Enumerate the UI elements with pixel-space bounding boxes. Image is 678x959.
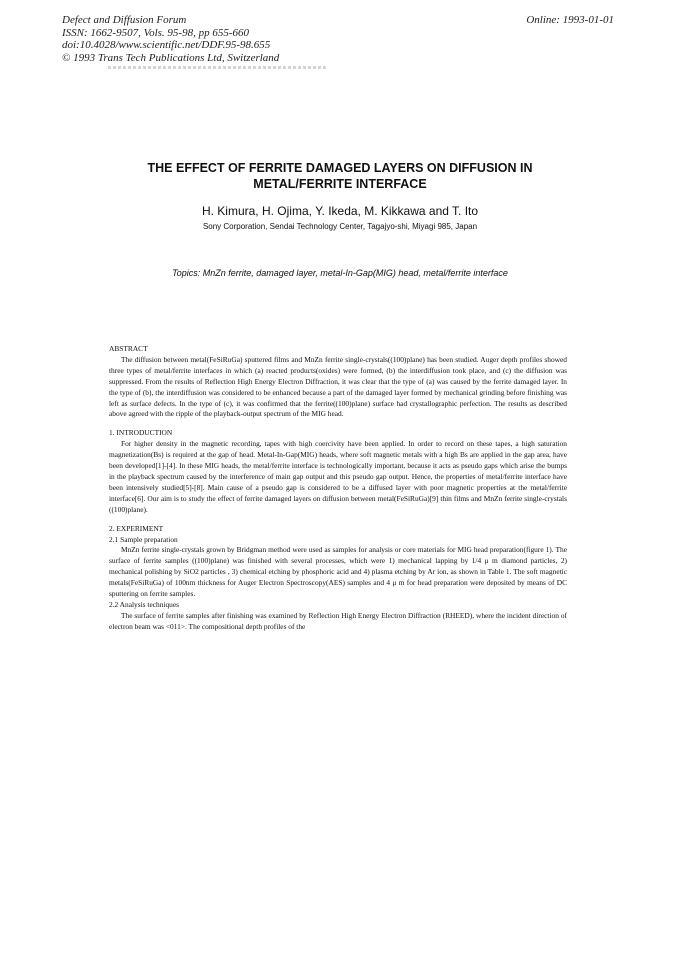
doi-line: doi:10.4028/www.scientific.net/DDF.95-98.655: [62, 39, 271, 51]
introduction-text: For higher density in the magnetic recording, tapes with high coercivity have been applied. In order to record on these tapes, a high saturation magnetization(Bs) is required at the gap of head. Metal-In-Gap(MIG) heads, where soft magnetic metals with a high Bs are applied in the gap area, have been developed[1]-[4]. In these MIG heads, the metal/ferrite interface is technologically important, because it acts as pseudo gaps which arise the bumps in the playback spectrum caused by the interference of main gap output and this pseudo gap output. Hence, the properties of metal/ferrite interface have been intensively studied[5]-[8]. Main cause of a pseudo gap is considered to be a diffused layer with poor magnetic properties at the metal/ferrite interface[6]. Our aim is to study the effect of ferrite damaged layers on diffusion between metal(FeSiRuGa)[9] thin films and MnZn ferrite single-crystals ((100)plane).: [109, 439, 567, 514]
journal-header: [62, 14, 279, 64]
abstract-heading: ABSTRACT: [109, 344, 148, 353]
sample-preparation-heading: 2.1 Sample preparation: [109, 534, 178, 544]
abstract-text: The diffusion between metal(FeSiRuGa) sputtered films and MnZn ferrite single-crystals((100)plane) has been studied. Auger depth profiles showed three types of metal/ferrite interfaces in which (a) reacted products(oxides) were formed, (b) the interdiffusion took place, and (c) the diffusion was suppressed. From the results of Reflection High Energy Electron Diffraction, it was clear that the type of (a) was caused by the ferrite damaged layer. In the type of (b), the interdiffusion was considered to be enhanced because a part of the damaged layer formed by mechanical grinding before finishing was left as surface defects. In the type of (c), it was confirmed that the ferrite((100)plane) surface had crystallographic perfection. The results as described above agreed with the ripple of the playback-output spectrum of the MIG head.: [109, 354, 567, 419]
topics-line: Topics: MnZn ferrite, damaged layer, metal-In-Gap(MIG) head, metal/ferrite interface: [172, 268, 508, 278]
issn-line: ISSN: 1662-9507, Vols. 95-98, pp 655-660: [62, 26, 249, 39]
paper-title: [90, 160, 590, 192]
copyright-line: © 1993 Trans Tech Publications Ltd, Switzerland: [62, 51, 280, 64]
title-line-2: METAL/FERRITE INTERFACE: [253, 177, 427, 191]
journal-name: Defect and Diffusion Forum: [62, 14, 187, 26]
sample-preparation-text: MnZn ferrite single-crystals grown by Bridgman method were used as samples for analysis or core materials for MIG head preparation(figure 1). The surface of ferrite samples ((100)plane) was finished with several processes, which were 1) mechanical lapping by 1/4 μ m diamond particles, 2) mechanical polishing by SiO2 particles , 3) chemical etching by phosphoric acid and 4) plasma etching by Ar ion, as shown in Table 1. The soft magnetic metals(FeSiRuGa) of 100nm thickness for Auger Electron Spectroscopy(AES) samples and 4 μ m for head preparation were deposited by means of DC sputtering on ferrite samples.: [109, 545, 567, 599]
paper-body: [109, 344, 567, 633]
analysis-techniques-heading: 2.2 Analysis techniques: [109, 599, 179, 609]
introduction-heading: 1. INTRODUCTION: [109, 428, 173, 438]
scan-artifact: [108, 66, 328, 69]
author-list: H. Kimura, H. Ojima, Y. Ikeda, M. Kikkawa and T. Ito: [201, 204, 479, 218]
online-date: Online: 1993-01-01: [526, 14, 614, 26]
affiliation: Sony Corporation, Sendai Technology Center, Tagajyo-shi, Miyagi 985, Japan: [202, 222, 478, 231]
analysis-techniques-text: The surface of ferrite samples after finishing was examined by Reflection High Energy Electron Diffraction (RHEED), where the incident direction of electron beam was <011>. The compositional depth profiles of the: [109, 610, 567, 631]
title-line-1: THE EFFECT OF FERRITE DAMAGED LAYERS ON DIFFUSION IN: [147, 161, 533, 175]
experiment-heading: 2. EXPERIMENT: [109, 523, 164, 533]
